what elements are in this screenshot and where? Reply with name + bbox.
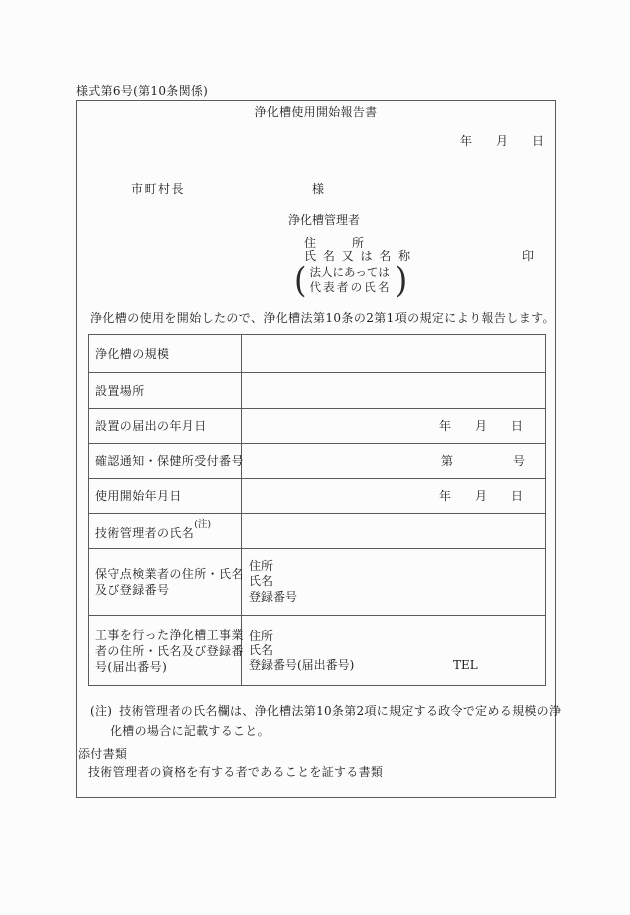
corporate-note-lines: [309, 265, 391, 295]
value-line-registration: 登録番号: [249, 589, 298, 604]
table-row-construction-contractor: [89, 616, 546, 686]
footnote: [90, 704, 561, 738]
row-label-line: 保守点検業者の住所・氏名: [95, 567, 244, 581]
note-reference-superscript: (注): [194, 518, 212, 530]
row-label-line: 号(届出番号): [95, 659, 168, 674]
row-label: [89, 514, 242, 549]
table-row-install-location: [89, 373, 546, 409]
seal-label: 印: [522, 249, 535, 263]
value-line-address: 住所: [249, 558, 274, 573]
corporate-note-line: 法人にあっては: [309, 265, 390, 279]
manager-address-label: 住 所: [304, 236, 365, 250]
tel-label: TEL: [453, 657, 478, 672]
row-label: 設置の届出の年月日: [89, 409, 242, 444]
table-row-tank-scale: [89, 335, 546, 373]
table-row-technical-manager: [89, 514, 546, 549]
row-label-line: 工事を行った浄化槽工事業: [95, 627, 244, 642]
table-row-notification-date: [89, 409, 546, 444]
row-value-empty: [242, 373, 546, 409]
table-row-maintenance-contractor: [89, 549, 546, 616]
row-label-line: 者の住所・氏名及び登録番: [95, 643, 244, 658]
table-row-confirmation-number: [89, 444, 546, 479]
row-value-lines: [242, 549, 546, 616]
corporate-representative-note: [294, 259, 408, 301]
report-table: [88, 334, 546, 686]
footnote-line2: 化槽の場合に記載すること。: [110, 724, 270, 738]
footnote-line1: [90, 704, 561, 718]
manager-name-label: 氏 名 又 は 名 称: [304, 249, 412, 263]
addressee-honorific: 様: [312, 182, 325, 196]
manager-heading: 浄化槽管理者: [288, 213, 361, 227]
row-value-empty: [242, 335, 546, 373]
row-label: 使用開始年月日: [89, 479, 242, 514]
value-line-name: 氏名: [249, 643, 274, 658]
value-line-name: 氏名: [249, 574, 274, 589]
left-paren-glyph: (: [294, 259, 307, 301]
corporate-note-line: 代表者の氏名: [309, 280, 392, 294]
form-title: 浄化槽使用開始報告書: [254, 105, 378, 119]
value-line-address: 住所: [249, 628, 274, 643]
row-label: 設置場所: [89, 373, 242, 409]
header-date-line: 年 月 日: [459, 134, 544, 148]
row-label: [89, 616, 242, 686]
row-label-line: 及び登録番号: [95, 583, 170, 597]
row-label: [89, 549, 242, 616]
intro-sentence: 浄化槽の使用を開始したので、浄化槽法第10条の2第1項の規定により報告します。: [90, 311, 555, 325]
footnote-text: 技術管理者の氏名欄は、浄化槽法第10条第2項に規定する政令で定める規模の浄: [119, 704, 562, 718]
attachments-heading: 添付書類: [78, 747, 128, 761]
row-value-empty: [242, 514, 546, 549]
row-label: 浄化槽の規模: [89, 335, 242, 373]
table-row-use-start-date: [89, 479, 546, 514]
row-value-date: 年 月 日: [242, 409, 546, 444]
row-label: 確認通知・保健所受付番号: [89, 444, 242, 479]
right-paren-glyph: ): [394, 259, 408, 301]
form-number: 様式第6号(第10条関係): [76, 84, 209, 98]
registration-label: 登録番号(届出番号): [249, 657, 355, 672]
row-value-lines: [242, 616, 546, 686]
attachment-item: 技術管理者の資格を有する者であることを証する書類: [88, 765, 384, 779]
addressee-label: 市町村長: [131, 182, 186, 196]
row-value-date: 年 月 日: [242, 479, 546, 514]
row-label-text: 技術管理者の氏名: [95, 525, 195, 540]
value-line-registration: [249, 658, 545, 673]
footnote-marker: (注): [90, 704, 113, 718]
row-value-number: 第 号: [242, 444, 546, 479]
